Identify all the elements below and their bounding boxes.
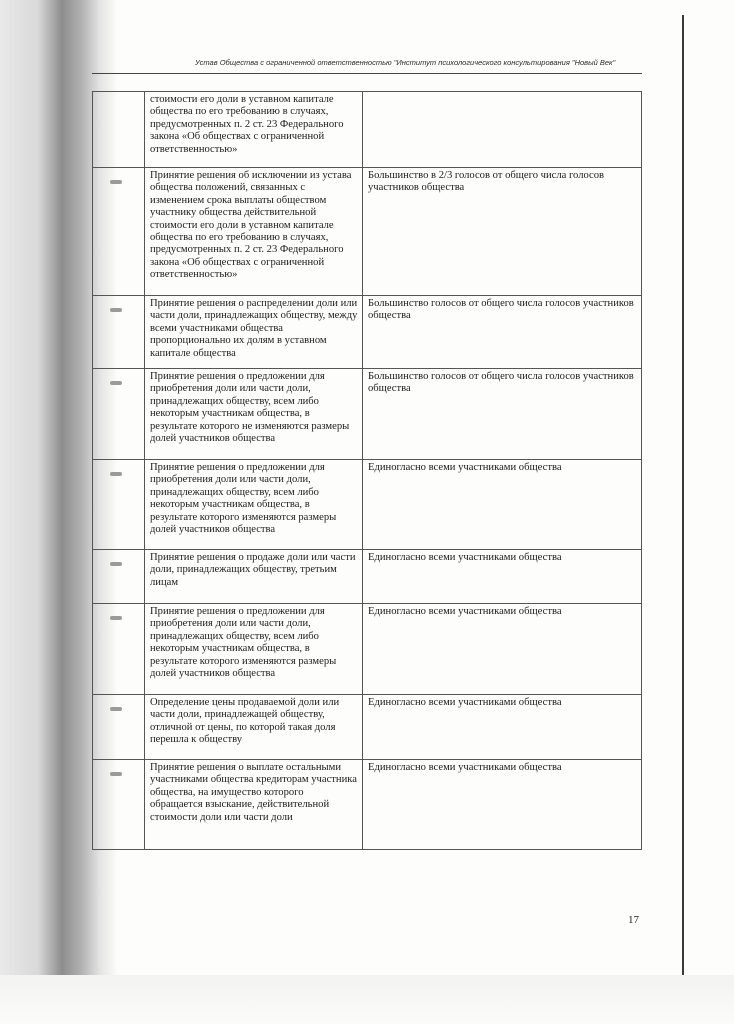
row-number-mark xyxy=(110,772,122,776)
vote-cell xyxy=(363,92,642,168)
running-header: Устав Общества с ограниченной ответственностью "Институт психологического консультирования "Новый Век" xyxy=(195,58,616,67)
row-number-mark xyxy=(110,308,122,312)
table-row xyxy=(93,92,642,168)
vote-cell: Большинство голосов от общего числа голосов участников общества xyxy=(363,369,642,460)
table-row xyxy=(93,369,642,460)
vote-cell: Единогласно всеми участниками общества xyxy=(363,760,642,850)
page-edge xyxy=(682,15,684,975)
vote-cell: Единогласно всеми участниками общества xyxy=(363,695,642,760)
table-row xyxy=(93,550,642,604)
row-number-mark xyxy=(110,707,122,711)
question-cell: Принятие решения о предложении для приобретения доли или части доли, принадлежащих обществу, всем либо некоторым участникам общества, в результате которого изменяются размеры долей участников общества xyxy=(145,460,363,550)
row-number-cell xyxy=(93,460,145,550)
question-cell: Принятие решения о предложении для приобретения доли или части доли, принадлежащих обществу, всем либо некоторым участникам общества, в результате которого изменяются размеры долей участников общества xyxy=(145,604,363,695)
row-number-cell xyxy=(93,168,145,296)
page-bottom-margin xyxy=(0,975,734,1024)
row-number-cell xyxy=(93,695,145,760)
vote-cell: Единогласно всеми участниками общества xyxy=(363,460,642,550)
question-cell: Принятие решения о распределении доли или части доли, принадлежащих обществу, между всеми участниками общества пропорционально их долям в уставном капитале общества xyxy=(145,296,363,369)
question-cell: Принятие решения об исключении из устава общества положений, связанных с изменением срока выплаты обществом участнику общества действительной стоимости его доли в уставном капитале общества по его требованию в случаях, предусмотренных п. 2 ст. 23 Федерального закона «Об обществах с ограниченной ответственностью» xyxy=(145,168,363,296)
row-number-mark xyxy=(110,472,122,476)
row-number-mark xyxy=(110,562,122,566)
page-number: 17 xyxy=(628,914,639,926)
table-row xyxy=(93,760,642,850)
vote-cell: Единогласно всеми участниками общества xyxy=(363,550,642,604)
table-row xyxy=(93,604,642,695)
row-number-cell xyxy=(93,550,145,604)
row-number-mark xyxy=(110,381,122,385)
row-number-cell xyxy=(93,760,145,850)
table-row xyxy=(93,168,642,296)
table-row xyxy=(93,296,642,369)
vote-cell: Большинство голосов от общего числа голосов участников общества xyxy=(363,296,642,369)
question-cell: стоимости его доли в уставном капитале общества по его требованию в случаях, предусмотренных п. 2 ст. 23 Федерального закона «Об обществах с ограниченной ответственностью» xyxy=(145,92,363,168)
row-number-cell xyxy=(93,92,145,168)
header-divider xyxy=(92,73,642,74)
row-number-cell xyxy=(93,604,145,695)
row-number-cell xyxy=(93,369,145,460)
question-cell: Принятие решения о выплате остальными участниками общества кредиторам участника общества, на имущество которого обращается взыскание, действительной стоимости доли или части доли xyxy=(145,760,363,850)
row-number-mark xyxy=(110,616,122,620)
vote-cell: Единогласно всеми участниками общества xyxy=(363,604,642,695)
vote-cell: Большинство в 2/3 голосов от общего числа голосов участников общества xyxy=(363,168,642,296)
question-cell: Принятие решения о продаже доли или части доли, принадлежащих обществу, третьим лицам xyxy=(145,550,363,604)
row-number-mark xyxy=(110,180,122,184)
table-row xyxy=(93,460,642,550)
table-row xyxy=(93,695,642,760)
row-number-cell xyxy=(93,296,145,369)
question-cell: Принятие решения о предложении для приобретения доли или части доли, принадлежащих обществу, всем либо некоторым участникам общества, в результате которого не изменяются размеры долей участников общества xyxy=(145,369,363,460)
decision-table xyxy=(92,91,642,850)
question-cell: Определение цены продаваемой доли или части доли, принадлежащей обществу, отличной от цены, по которой такая доля перешла к обществу xyxy=(145,695,363,760)
